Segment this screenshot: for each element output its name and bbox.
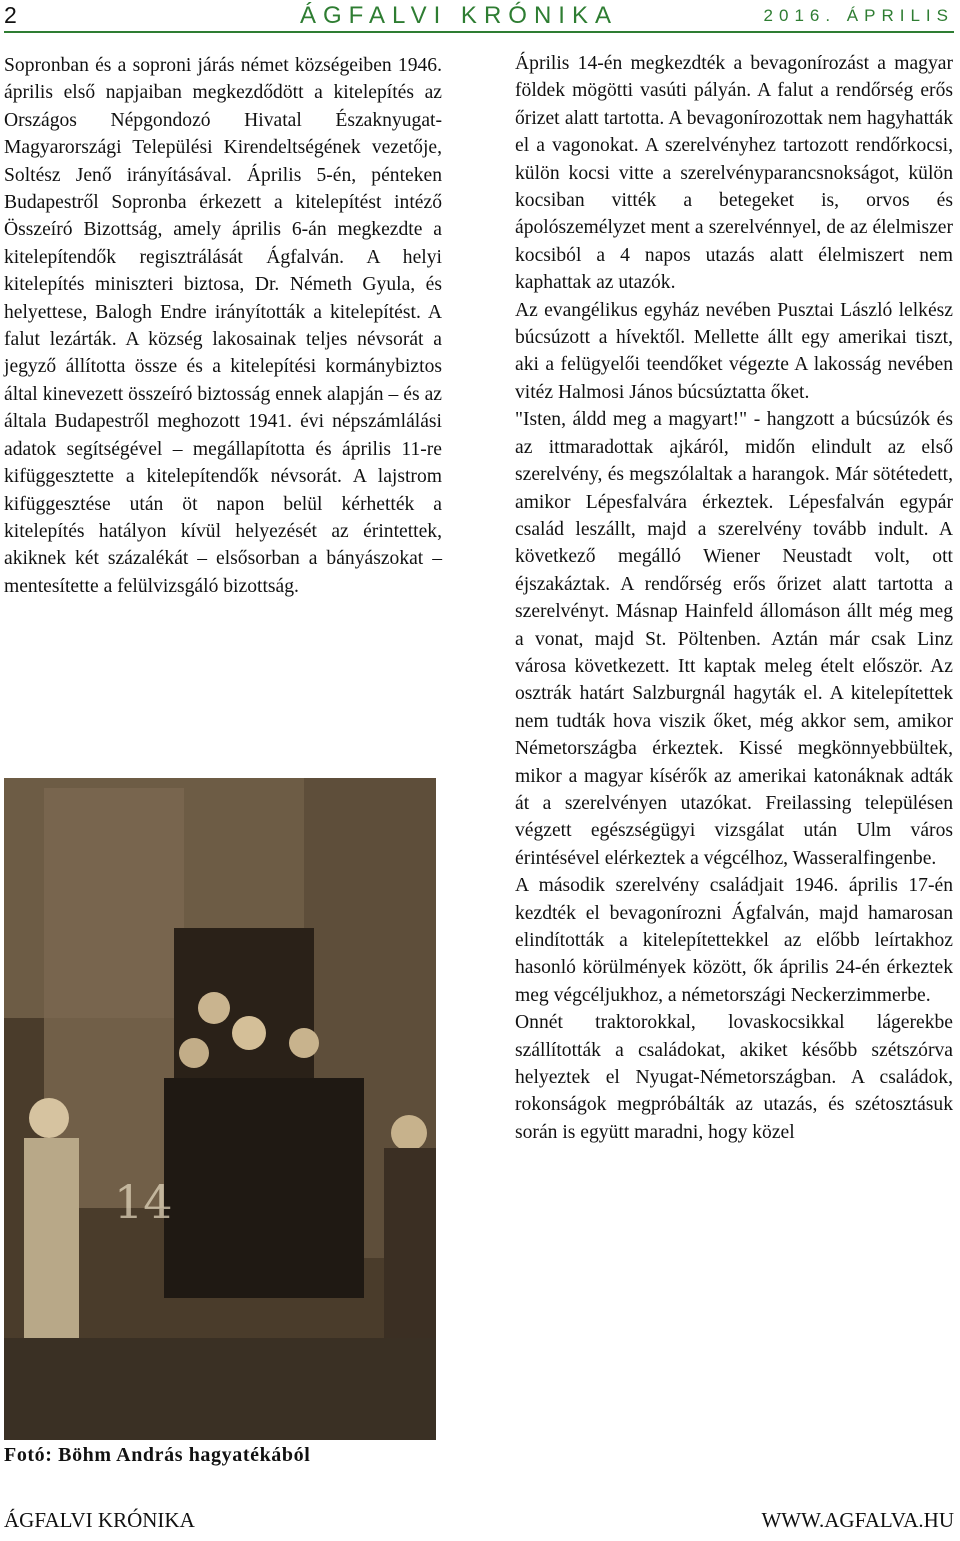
article-paragraph: A második szerelvény családjait 1946. április 17-én kezdték el bevagonírozni Ágfalván, majd hamarosan elindították a kitelepítettekkel az előbb leírtakhoz hasonló körülmények között, ők április 24-én érkeztek meg végcéljukhoz, a németországi Neckerzimmerbe. bbox=[515, 875, 953, 1006]
footer-website-link[interactable]: WWW.AGFALVA.HU bbox=[761, 1508, 954, 1532]
photo-illustration bbox=[4, 778, 436, 1440]
article-paragraph: Április 14-én megkezdték a bevagonírozást a magyar földek mögötti vasúti pályán. A falut a rendőrség erős őrizet alatt tartotta. A bevagonírozottak nem hagyhatták el a vagonokat. A szerelvényhez tartozott rendőrkocsi, külön kocsi vitte a szerelvényparancsnokságot, külön kocsiban vitték a betegeket is, orvos és ápolószemélyzet ment a szerelvénnyel, de az élelmiszer kocsiból a 4 napos utazás alatt élelmiszert nem kaphattak az utazók. bbox=[515, 53, 953, 294]
page-number: 2 bbox=[4, 2, 17, 28]
magazine-title: ÁGFALVI KRÓNIKA bbox=[300, 2, 618, 29]
article-paragraph: Az evangélikus egyház nevében Pusztai László lelkész búcsúzott a hívektől. Mellette állt egy amerikai tiszt, aki a felügyelői teendőket végezte A lakosság nevében vitéz Halmosi János búcsúztatta őket. bbox=[515, 299, 953, 403]
issue-date: 2016. ÁPRILIS bbox=[763, 6, 954, 25]
footer-publication: ÁGFALVI KRÓNIKA bbox=[4, 1508, 195, 1532]
photo-caption: Fotó: Böhm András hagyatékából bbox=[4, 1444, 311, 1466]
page-header bbox=[4, 2, 954, 32]
left-column bbox=[4, 52, 442, 600]
historical-photo bbox=[4, 778, 436, 1440]
article-paragraph: "Isten, áldd meg a magyart!" - hangzott a búcsúzók és az ittmaradottak ajkáról, midőn elindult az első szerelvény, és megszólaltak a harangok. Már sötétedett, amikor Lépesfalvára érkeztek. Lépesfalván egypár család leszállt, majd a szerelvény tovább indult. A következő megálló Wiener Neustadt volt, ott éjszakáztak. A rendőrség erős őrizet alatt tartotta a szerelvényt. Másnap Hainfeld állomáson állt még meg a vonat, majd St. Pöltenben. Aztán már csak Linz városa következett. Itt kaptak meleg ételt először. Az osztrák határt Salzburgnál hagyták el. A kitelepítettek nem tudták hova viszik őket, még akkor sem, amikor Németországba érkeztek. Kissé megkönnyebbültek, mikor a magyar kísérők az amerikai katonáknak adták át a szerelvényen utazókat. Freilassing településen végzett egészségügyi vizsgálat után Ulm város érintésével elérkeztek a végcélhoz, Wasseralfingenbe. bbox=[515, 409, 953, 869]
article-paragraph: Onnét traktorokkal, lovaskocsikkal lágerekbe szállították a családokat, akiket később szétszórva helyeztek el Nyugat-Németországban. A családok, rokonságok megpróbálták az utazás, és szétosztásuk során is együtt maradni, hogy közel bbox=[515, 1012, 953, 1143]
article-paragraph: Sopronban és a soproni járás német községeiben 1946. április első napjaiban megkezdődött a kitelepítés az Országos Népgondozó Hivatal Északnyugat-Magyarországi Települési Kirendeltségének vezetője, Soltész Jenő irányításával. Április 5-én, pénteken Budapestről Sopronba érkezett a kitelepítést intéző Összeíró Bizottság, amely április 6-án megkezdte a kitelepítendők regisztrálását Ágfalván. A helyi kitelepítés miniszteri biztosa, Dr. Németh Gyula, és helyettese, Balogh Endre irányították a kitelepítést. A falut lezárták. A község lakosainak teljes névsorát a jegyző állította össze és a kitelepítési kormánybiztos által kinevezett összeíró biztosság ennek alapján – és az általa Budapestről meghozott 1941. évi népszámlálási adatok segítségével – megállapította és április 11-re kifüggesztette a kitelepítendők névsorát. A lajstrom kifüggesztése után öt napon belül kérhették a kitelepítés hatályon kívül helyezését az érintettek, akiknek két százalékát – elsősorban a bányászokat – mentesítette a felülvizsgáló bizottság. bbox=[4, 55, 442, 597]
svg-text:14: 14 bbox=[114, 1175, 173, 1229]
right-column bbox=[515, 50, 953, 1146]
header-divider bbox=[4, 31, 954, 33]
